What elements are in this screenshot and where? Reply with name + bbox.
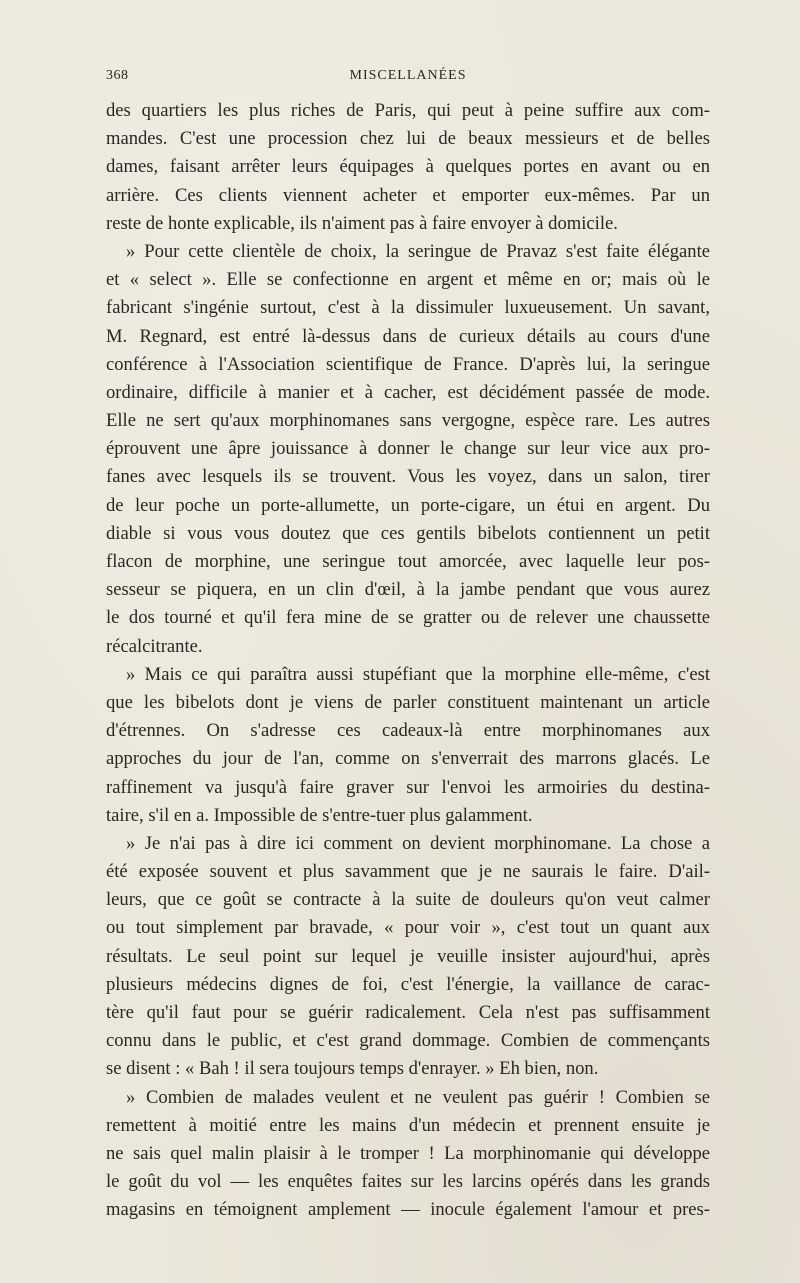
text-line: d'étrennes. On s'adresse ces cadeaux-là entre morphinomanes aux [106,720,710,742]
text-line: » Combien de malades veulent et ne veulent pas guérir ! Combien se [126,1086,710,1108]
text-line: diable si vous vous doutez que ces gentils bibelots contiennent un petit [106,522,710,544]
text-line: dames, faisant arrêter leurs équipages à quelques portes en avant ou en [106,156,710,178]
text-line: se disent : « Bah ! il sera toujours temps d'enrayer. » Eh bien, non. [106,1058,599,1080]
text-line: approches du jour de l'an, comme on s'enverrait des marrons glacés. Le [106,748,710,770]
text-line: ordinaire, difficile à manier et à cacher, est décidément passée de mode. [106,381,710,403]
text-line: Elle ne sert qu'aux morphinomanes sans vergogne, espèce rare. Les autres [106,410,710,432]
text-line: taire, s'il en a. Impossible de s'entre-tuer plus galamment. [106,804,533,826]
text-line: conférence à l'Association scientifique de France. D'après lui, la seringue [106,353,710,375]
body-text [106,97,710,1225]
text-line: résultats. Le seul point sur lequel je veuille insister aujourd'hui, après [106,945,710,967]
text-line: de leur poche un porte-allumette, un porte-cigare, un étui en argent. Du [106,494,710,516]
text-line: sesseur se piquera, en un clin d'œil, à la jambe pendant que vous aurez [106,579,710,601]
text-line: éprouvent une âpre jouissance à donner le change sur leur vice aux pro- [106,438,710,460]
text-line: été exposée souvent et plus savamment que je ne saurais le faire. D'ail- [106,861,710,883]
text-line: magasins en témoignent amplement — inocule également l'amour et pres- [106,1199,710,1221]
text-line: reste de honte explicable, ils n'aiment pas à faire envoyer à domicile. [106,212,618,234]
text-line: raffinement va jusqu'à faire graver sur l'envoi les armoiries du destina- [106,776,710,798]
text-line: flacon de morphine, une seringue tout amorcée, avec laquelle leur pos- [106,551,710,572]
text-line: fabricant s'ingénie surtout, c'est à la dissimuler luxueusement. Un savant, [106,297,710,319]
text-line: mandes. C'est une procession chez lui de beaux messieurs et de belles [106,128,710,150]
text-line: le dos tourné et qu'il fera mine de se gratter ou de relever une chaussette [106,607,710,629]
text-line: » Je n'ai pas à dire ici comment on devient morphinomane. La chose a [126,832,710,854]
text-line: M. Regnard, est entré là-dessus dans de curieux détails au cours d'une [106,325,710,347]
text-line: le goût du vol — les enquêtes faites sur les larcins opérés dans les grands [106,1171,710,1193]
text-line: que les bibelots dont je viens de parler constituent maintenant un article [106,691,710,713]
text-line: leurs, que ce goût se contracte à la suite de douleurs qu'on veut calmer [106,889,710,911]
text-line: récalcitrante. [106,635,203,657]
text-line: ne sais quel malin plaisir à le tromper ! La morphinomanie qui développe [106,1142,710,1164]
text-line: » Pour cette clientèle de choix, la seringue de Pravaz s'est faite élégante [126,240,710,262]
text-line: arrière. Ces clients viennent acheter et emporter eux-mêmes. Par un [106,184,710,206]
page-header [106,68,710,90]
text-line: fanes avec lesquels ils se trouvent. Vous les voyez, dans un salon, tirer [106,466,710,488]
running-title: MISCELLANÉES [349,68,467,83]
text-line: ou tout simplement par bravade, « pour voir », c'est tout un quant aux [106,917,710,939]
text-line: tère qu'il faut pour se guérir radicalement. Cela n'est pas suffisamment [106,1002,710,1023]
text-line: remettent à moitié entre les mains d'un médecin et prennent ensuite je [106,1114,710,1136]
page-number: 368 [106,68,129,83]
text-line: connu dans le public, et c'est grand dommage. Combien de commençants [106,1030,710,1052]
text-line: et « select ». Elle se confectionne en argent et même en or; mais où le [106,269,710,291]
text-line: plusieurs médecins dignes de foi, c'est l'énergie, la vaillance de carac- [106,973,710,995]
text-line: » Mais ce qui paraîtra aussi stupéfiant que la morphine elle-même, c'est [126,663,710,685]
text-line: des quartiers les plus riches de Paris, qui peut à peine suffire aux com- [106,100,710,121]
